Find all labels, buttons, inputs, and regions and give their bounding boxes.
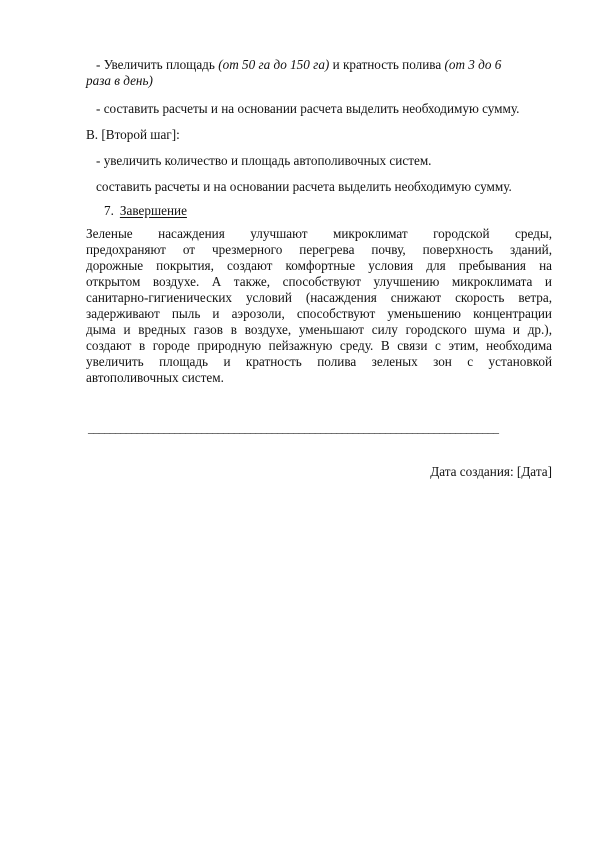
section-title: Завершение	[119, 203, 187, 218]
italic-range-frequency: (от 3 до 6	[444, 57, 502, 72]
list-item-continuation: раза в день)	[86, 73, 153, 88]
paragraph-line: увеличить площадь и кратность полива зеленых зон с установкой	[86, 354, 552, 369]
paragraph-line: Зеленые насаждения улучшают микроклимат городской среды,	[86, 226, 552, 241]
paragraph-line: задерживают пыль и аэрозоли, способствуют уменьшению концентрации	[86, 306, 552, 321]
section-heading	[104, 203, 187, 219]
paragraph-line: открытом воздухе. А также, способствуют улучшению микроклимата и	[86, 274, 552, 289]
paragraph-line: создают в городе природную пейзажную среду. В связи с этим, необходима	[86, 338, 552, 353]
section-number: 7.	[104, 203, 114, 218]
step-b-item-increase-systems: - увеличить количество и площадь автополивочных систем.	[96, 153, 432, 168]
italic-range-area: (от 50 га до 150 га)	[218, 57, 330, 72]
paragraph-line: дорожные покрытия, создают комфортные условия для пребывания на	[86, 258, 552, 273]
list-item-increase-area	[96, 57, 501, 73]
paragraph-last-line: автополивочных систем.	[86, 370, 224, 385]
paragraph-line: предохраняют от чрезмерного перегрева почву, поверхность зданий,	[86, 242, 552, 257]
step-b-label: B. [Второй шаг]:	[86, 127, 180, 142]
list-item-calculate: - составить расчеты и на основании расчета выделить необходимую сумму.	[96, 101, 520, 116]
creation-date: Дата создания: [Дата]	[430, 464, 552, 479]
paragraph-line: дыма и вредных газов в воздухе, уменьшают силу городского шума и др.),	[86, 322, 552, 337]
paragraph-line: санитарно-гигиенических условий (насаждения снижают скорость ветра,	[86, 290, 552, 305]
list-item-text: - Увеличить площадь	[96, 57, 219, 72]
separator-line: ____________________________________________________________________________	[88, 421, 499, 435]
list-item-text-middle: и кратность полива	[329, 57, 445, 72]
step-b-item-calculate: составить расчеты и на основании расчета выделить необходимую сумму.	[96, 179, 512, 194]
